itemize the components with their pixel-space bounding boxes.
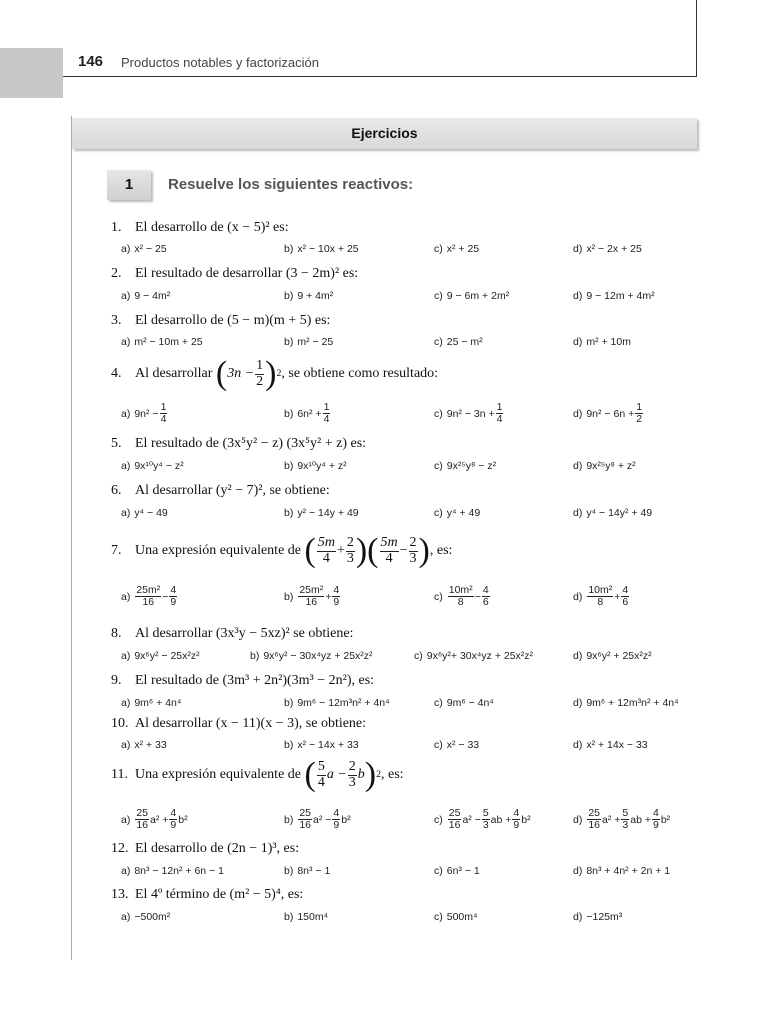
question-9 <box>111 673 374 689</box>
q8-option-c[interactable]: c) 9x⁶y²+ 30x⁴yz + 25x²z² <box>414 650 534 662</box>
q2-option-a[interactable]: a) 9 − 4m² <box>121 290 171 302</box>
q10-option-c[interactable]: c) x² − 33 <box>434 739 480 751</box>
q2-option-b[interactable]: b) 9 + 4m² <box>284 290 334 302</box>
q5-option-a[interactable]: a) 9x¹⁰y⁴ − z² <box>121 460 184 472</box>
q7-option-d[interactable]: d) $\frac{\text{10m²}}{8}$ + $\frac{4}{6}$ <box>573 584 629 609</box>
q12-option-a[interactable]: a) 8n³ − 12n² + 6n − 1 <box>121 865 224 877</box>
question-8 <box>111 626 353 642</box>
question-number: 5. <box>111 436 122 451</box>
question-2 <box>111 266 358 282</box>
q3-option-d[interactable]: d) m² + 10m <box>573 336 631 348</box>
header-gray-tab <box>0 48 63 98</box>
q12-option-c[interactable]: c) 6n³ − 1 <box>434 865 480 877</box>
left-margin-rule <box>71 116 72 960</box>
q10-option-d[interactable]: d) x² + 14x − 33 <box>573 739 648 751</box>
q4-option-d[interactable]: d) 9n² − 6n + $\frac{1}{2}$ <box>573 401 643 426</box>
header-right-rule <box>696 0 697 77</box>
question-10 <box>111 716 366 732</box>
q11-option-c[interactable]: c) $\frac{25}{16}$ a² − $\frac{5}{3}$ ab + $\frac{4}{9}$ b² <box>434 807 531 832</box>
q9-option-d[interactable]: d) 9m⁶ + 12m³n² + 4n⁴ <box>573 697 679 709</box>
q9-option-c[interactable]: c) 9m⁶ − 4n⁴ <box>434 697 494 709</box>
q5-option-c[interactable]: c) 9x²⁵y⁸ − z² <box>434 460 497 472</box>
q13-option-d[interactable]: d) −125m³ <box>573 911 623 923</box>
question-text: Una expresión equivalente de <box>135 543 301 558</box>
q4-option-b[interactable]: b) 6n² + $\frac{1}{4}$ <box>284 401 330 426</box>
q1-option-b[interactable]: b) x² − 10x + 25 <box>284 243 359 255</box>
q8-option-d[interactable]: d) 9x⁶y² + 25x²z² <box>573 650 652 662</box>
question-number: 8. <box>111 626 122 641</box>
q12-option-b[interactable]: b) 8n³ − 1 <box>284 865 331 877</box>
q11-option-a[interactable]: a) $\frac{25}{16}$ a² + $\frac{4}{9}$ b² <box>121 807 188 832</box>
q12-option-d[interactable]: d) 8n³ + 4n² + 2n + 1 <box>573 865 671 877</box>
question-number: 12. <box>111 841 129 856</box>
q9-option-a[interactable]: a) 9m⁶ + 4n⁴ <box>121 697 182 709</box>
q1-option-a[interactable]: a) x² − 25 <box>121 243 167 255</box>
q3-option-a[interactable]: a) m² − 10m + 25 <box>121 336 203 348</box>
q7-option-a[interactable]: a) $\frac{\text{25m²}}{16}$ − $\frac{4}{9}$ <box>121 584 177 609</box>
q13-option-a[interactable]: a) −500m² <box>121 911 171 923</box>
question-12 <box>111 841 299 857</box>
question-number: 4. <box>111 366 122 381</box>
q8-option-a[interactable]: a) 9x⁶y² − 25x²z² <box>121 650 200 662</box>
question-3 <box>111 313 330 329</box>
question-number: 2. <box>111 266 122 281</box>
q11-option-d[interactable]: d) $\frac{25}{16}$ a² + $\frac{5}{3}$ ab + $\frac{4}{9}$ b² <box>573 807 671 832</box>
question-6 <box>111 483 330 499</box>
question-text: El resultado de desarrollar (3 − 2m)² es: <box>135 266 359 281</box>
question-text: El 4º término de (m² − 5)⁴, es: <box>135 887 304 902</box>
question-number: 6. <box>111 483 122 498</box>
question-text: El resultado de (3m³ + 2n²)(3m³ − 2n²), es: <box>135 673 375 688</box>
q9-option-b[interactable]: b) 9m⁶ − 12m³n² + 4n⁴ <box>284 697 390 709</box>
section-title: Resuelve los siguientes reactivos: <box>168 176 414 193</box>
q7-option-c[interactable]: c) $\frac{\text{10m²}}{8}$ − $\frac{4}{6}$ <box>434 584 489 609</box>
question-text: Al desarrollar <box>135 366 213 381</box>
fraction: $\frac{1}{2}$ <box>256 357 264 389</box>
page-number: 146 <box>78 53 104 70</box>
question-text: El resultado de (3x⁵y² − z) (3x⁵y² + z) es: <box>135 436 367 451</box>
question-text: El desarrollo de (2n − 1)³, es: <box>135 841 300 856</box>
question-number: 13. <box>111 887 129 902</box>
q6-option-a[interactable]: a) y⁴ − 49 <box>121 507 168 519</box>
q10-option-b[interactable]: b) x² − 14x + 33 <box>284 739 359 751</box>
q5-option-d[interactable]: d) 9x²⁵y⁸ + z² <box>573 460 636 472</box>
question-text: Una expresión equivalente de <box>135 767 301 782</box>
exercises-title: Ejercicios <box>351 125 418 141</box>
q1-option-d[interactable]: d) x² − 2x + 25 <box>573 243 642 255</box>
question-4: 4. Al desarrollar ( 3n − $\frac{1}{2}$ ) 2 , se obtiene como resultado: <box>111 355 439 392</box>
question-number: 9. <box>111 673 122 688</box>
question-11: 11. Una expresión equivalente de ( $\frac{5}{4}$ a − $\frac{2}{3}$ b ) 2 , es: <box>111 756 404 793</box>
page-title: Productos notables y factorización <box>121 55 319 70</box>
q3-option-c[interactable]: c) 25 − m² <box>434 336 483 348</box>
q13-option-b[interactable]: b) 150m⁴ <box>284 911 329 923</box>
q13-option-c[interactable]: c) 500m⁴ <box>434 911 478 923</box>
q3-option-b[interactable]: b) m² − 25 <box>284 336 334 348</box>
question-text: Al desarrollar (x − 11)(x − 3), se obtiene: <box>135 716 367 731</box>
q10-option-a[interactable]: a) x² + 33 <box>121 739 167 751</box>
question-5 <box>111 436 366 452</box>
question-13 <box>111 887 303 903</box>
q2-option-c[interactable]: c) 9 − 6m + 2m² <box>434 290 510 302</box>
q2-option-d[interactable]: d) 9 − 12m + 4m² <box>573 290 655 302</box>
question-number: 1. <box>111 220 122 235</box>
question-number: 11. <box>111 767 128 782</box>
q6-option-c[interactable]: c) y⁴ + 49 <box>434 507 481 519</box>
question-text: El desarrollo de (5 − m)(m + 5) es: <box>135 313 331 328</box>
q7-option-b[interactable]: b) $\frac{\text{25m²}}{16}$ + $\frac{4}{9}$ <box>284 584 340 609</box>
q6-option-b[interactable]: b) y² − 14y + 49 <box>284 507 359 519</box>
q4-option-a[interactable]: a) 9n² − $\frac{1}{4}$ <box>121 401 167 426</box>
question-text: El desarrollo de (x − 5)² es: <box>135 220 289 235</box>
question-1 <box>111 220 289 236</box>
q5-option-b[interactable]: b) 9x¹⁰y⁴ + z² <box>284 460 347 472</box>
q4-option-c[interactable]: c) 9n² − 3n + $\frac{1}{4}$ <box>434 401 503 426</box>
question-number: 7. <box>111 543 122 558</box>
q8-option-b[interactable]: b) 9x⁶y² − 30x⁴yz + 25x²z² <box>250 650 373 662</box>
question-text: Al desarrollar (y² − 7)², se obtiene: <box>135 483 330 498</box>
q11-option-b[interactable]: b) $\frac{25}{16}$ a² − $\frac{4}{9}$ b² <box>284 807 351 832</box>
question-7: 7. Una expresión equivalente de ( $\frac{5m}{4}$ + $\frac{2}{3}$ )( $\frac{5m}{4}$ − $\frac{2}{3}$ ) , es: <box>111 532 453 569</box>
header-rule <box>63 76 697 77</box>
question-text: Al desarrollar (3x³y − 5xz)² se obtiene: <box>135 626 354 641</box>
question-number: 10. <box>111 716 129 731</box>
q6-option-d[interactable]: d) y⁴ − 14y² + 49 <box>573 507 653 519</box>
q1-option-c[interactable]: c) x² + 25 <box>434 243 480 255</box>
section-number: 1 <box>124 176 134 193</box>
question-number: 3. <box>111 313 122 328</box>
